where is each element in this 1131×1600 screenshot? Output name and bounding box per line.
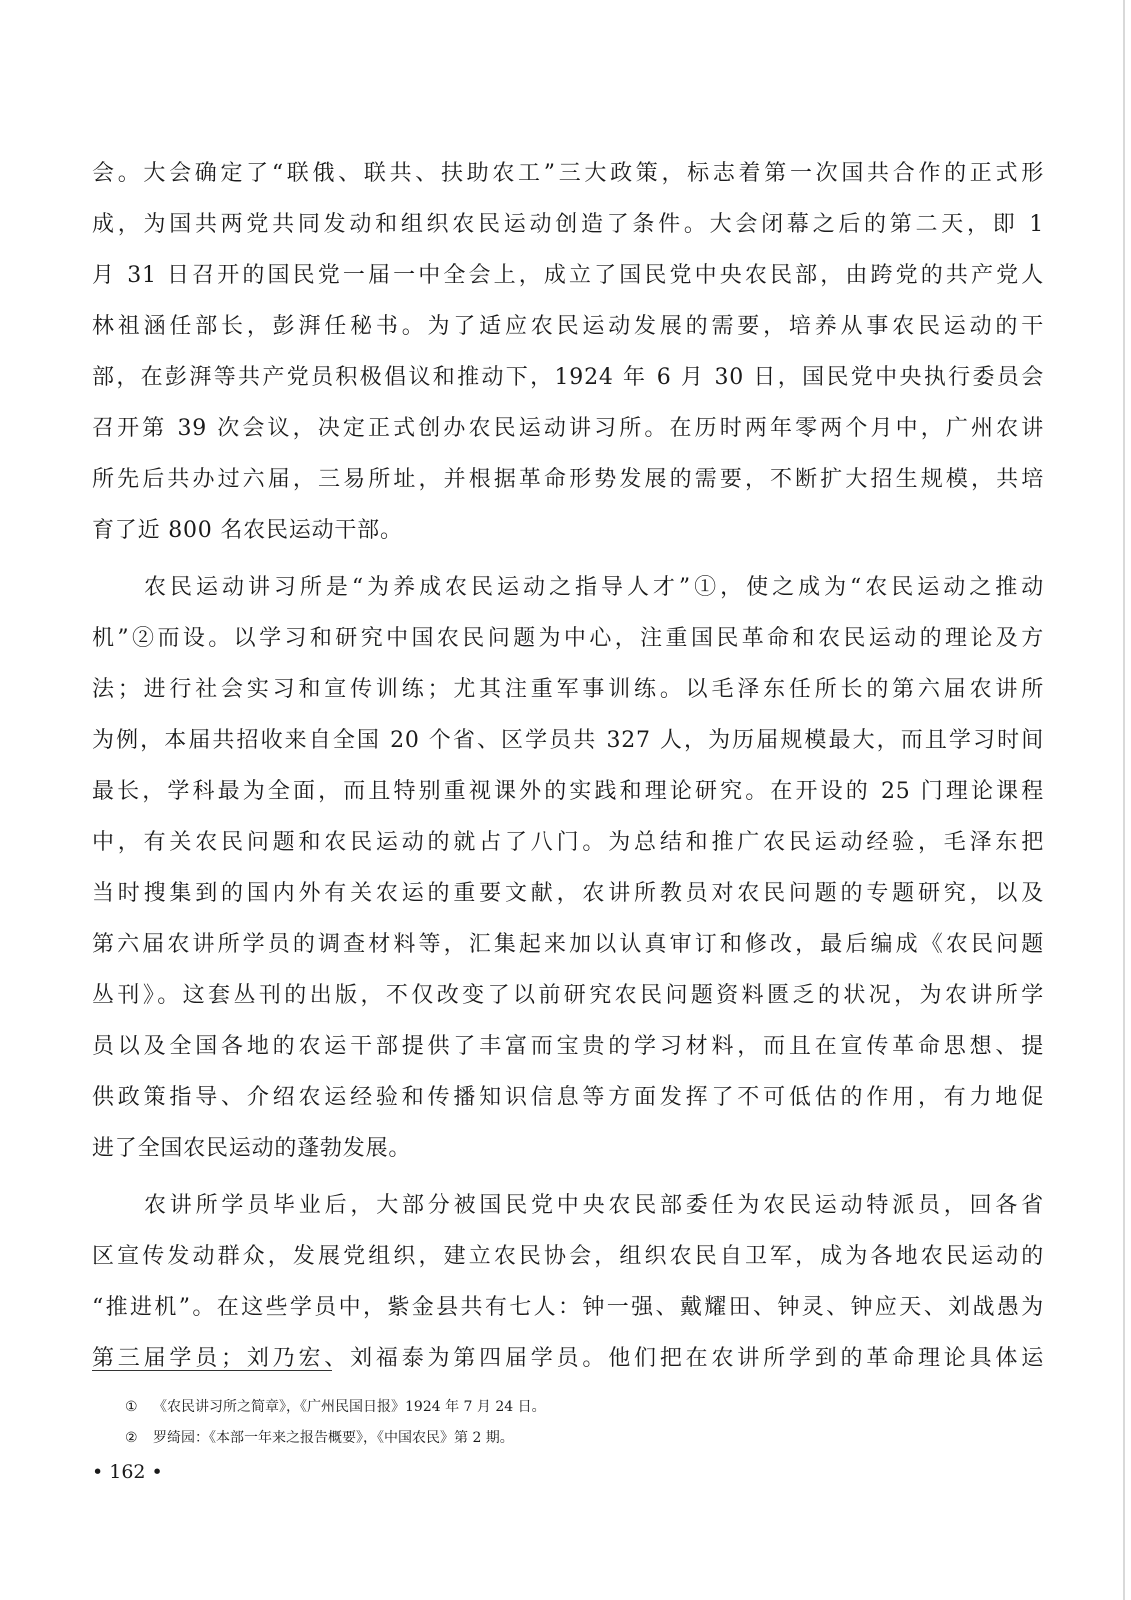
footnote-text: 《农民讲习所之简章》，《广州民国日报》1924 年 7 月 24 日。 xyxy=(153,1399,546,1415)
footnote xyxy=(125,1392,1025,1423)
text-line: 月 31 日召开的国民党一届一中全会上，成立了国民党中央农民部，由跨党的共产党人 xyxy=(92,263,1044,288)
footnote-marker: ② xyxy=(125,1430,138,1446)
text-line: 育了近 800 名农民运动干部。 xyxy=(92,518,403,543)
footnote xyxy=(125,1423,1025,1454)
scan-page-edge xyxy=(1123,0,1125,1600)
page-number: • 162 • xyxy=(92,1461,163,1483)
text-line: 机”②而设。以学习和研究中国农民问题为中心，注重国民革命和农民运动的理论及方 xyxy=(92,626,1044,651)
text-line: 第三届学员；刘乃宏、刘福泰为第四届学员。他们把在农讲所学到的革命理论具体运 xyxy=(92,1346,1044,1371)
paragraph xyxy=(92,148,1044,556)
text-line: 法；进行社会实习和宣传训练；尤其注重军事训练。以毛泽东任所长的第六届农讲所 xyxy=(92,677,1044,702)
text-line: 召开第 39 次会议，决定正式创办农民运动讲习所。在历时两年零两个月中，广州农讲 xyxy=(92,416,1044,441)
footnote-marker: ① xyxy=(125,1399,138,1415)
text-line: 丛刊》。这套丛刊的出版，不仅改变了以前研究农民问题资料匮乏的状况，为农讲所学 xyxy=(92,983,1044,1008)
text-line: 最长，学科最为全面，而且特别重视课外的实践和理论研究。在开设的 25 门理论课程 xyxy=(92,779,1044,804)
text-line: 会。大会确定了“联俄、联共、扶助农工”三大政策，标志着第一次国共合作的正式形 xyxy=(92,161,1044,186)
text-line: 员以及全国各地的农运干部提供了丰富而宝贵的学习材料，而且在宣传革命思想、提 xyxy=(92,1034,1044,1059)
text-line: 部，在彭湃等共产党员积极倡议和推动下，1924 年 6 月 30 日，国民党中央执行委员会 xyxy=(92,365,1044,390)
text-line: “推进机”。在这些学员中，紫金县共有七人：钟一强、戴耀田、钟灵、钟应天、刘战愚为 xyxy=(92,1295,1044,1320)
footnote-divider xyxy=(92,1370,332,1371)
body-text xyxy=(92,148,1044,1384)
text-line: 区宣传发动群众，发展党组织，建立农民协会，组织农民自卫军，成为各地农民运动的 xyxy=(92,1244,1044,1269)
text-line: 所先后共办过六届，三易所址，并根据革命形势发展的需要，不断扩大招生规模，共培 xyxy=(92,467,1044,492)
text-line: 当时搜集到的国内外有关农运的重要文献，农讲所教员对农民问题的专题研究，以及 xyxy=(92,881,1044,906)
footnote-text: 罗绮园：《本部一年来之报告概要》，《中国农民》第 2 期。 xyxy=(153,1430,514,1446)
paragraph xyxy=(92,1180,1044,1384)
text-line: 林祖涵任部长，彭湃任秘书。为了适应农民运动发展的需要，培养从事农民运动的干 xyxy=(92,314,1044,339)
paragraph xyxy=(92,562,1044,1174)
text-line: 中，有关农民问题和农民运动的就占了八门。为总结和推广农民运动经验，毛泽东把 xyxy=(92,830,1044,855)
text-line: 供政策指导、介绍农运经验和传播知识信息等方面发挥了不可低估的作用，有力地促 xyxy=(92,1085,1044,1110)
text-line: 第六届农讲所学员的调查材料等，汇集起来加以认真审订和修改，最后编成《农民问题 xyxy=(92,932,1044,957)
text-line: 进了全国农民运动的蓬勃发展。 xyxy=(92,1136,412,1161)
text-line: 为例，本届共招收来自全国 20 个省、区学员共 327 人，为历届规模最大，而且学习时间 xyxy=(92,728,1044,753)
text-line: 成，为国共两党共同发动和组织农民运动创造了条件。大会闭幕之后的第二天，即 1 xyxy=(92,212,1044,237)
text-line: 农讲所学员毕业后，大部分被国民党中央农民部委任为农民运动特派员，回各省 xyxy=(144,1193,1044,1218)
text-line: 农民运动讲习所是“为养成农民运动之指导人才”①，使之成为“农民运动之推动 xyxy=(144,575,1044,600)
footnotes xyxy=(125,1392,1025,1454)
